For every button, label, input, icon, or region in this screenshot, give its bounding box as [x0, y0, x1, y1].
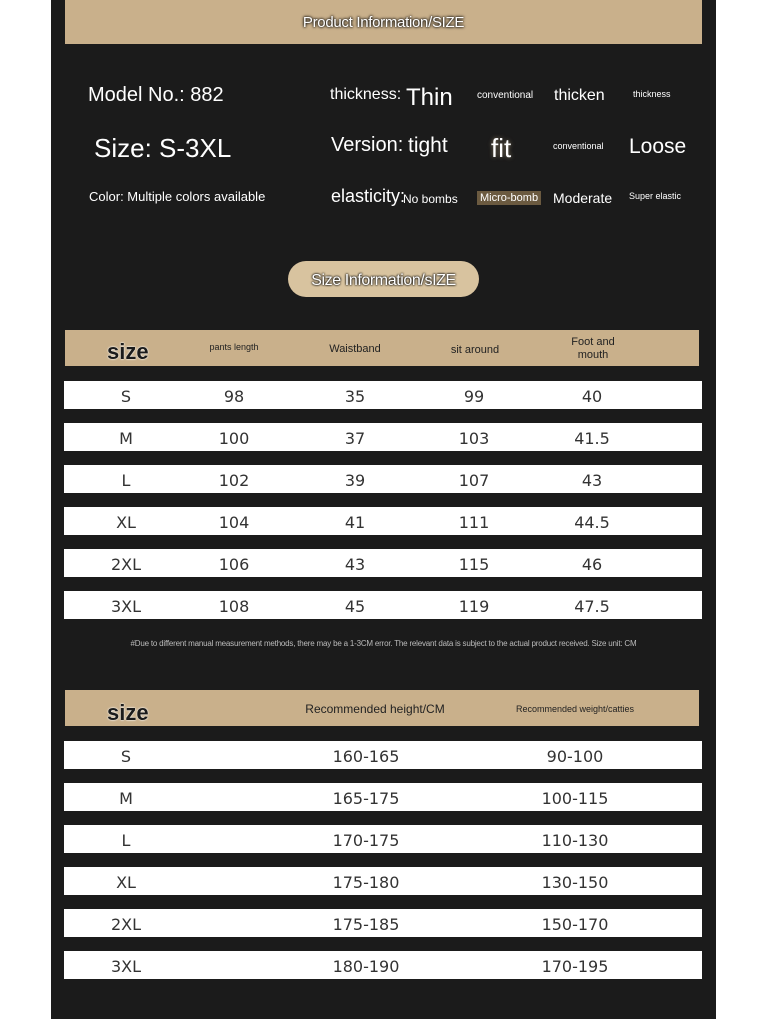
thickness-option-thin: Thin	[406, 84, 453, 111]
table-cell: 119	[458, 597, 490, 616]
table-cell: 104	[218, 513, 250, 532]
thickness-option-thicken: thicken	[554, 87, 605, 104]
table-cell: S	[120, 387, 132, 406]
size-range: Size: S-3XL	[94, 133, 232, 163]
size-column-header: size	[107, 700, 149, 725]
table-cell: 170-175	[332, 831, 400, 850]
page-title: Product Information/SIZE	[302, 14, 465, 31]
table-cell: 98	[223, 387, 245, 406]
table-cell: 175-185	[332, 915, 400, 934]
table-cell: 108	[218, 597, 250, 616]
table-cell: 35	[344, 387, 366, 406]
table-cell: 107	[458, 471, 490, 490]
elasticity-option-moderate: Moderate	[553, 190, 613, 206]
recommend-table-header	[65, 690, 699, 726]
version-option-loose: Loose	[629, 135, 687, 158]
elasticity-option-super-elastic: Super elastic	[629, 191, 682, 201]
product-panel	[51, 0, 716, 1019]
table-cell: 44.5	[574, 513, 610, 532]
size-info-title: Size Information/sIZE	[311, 272, 456, 289]
measurement-note: #Due to different manual measurement methods, there may be a 1-3CM error. The relevant data is subject to the actual product received. Size unit: CM	[130, 639, 637, 648]
table-cell: 40	[581, 387, 603, 406]
pants-length-header: pants length	[209, 342, 259, 352]
sit-around-header: sit around	[450, 344, 500, 356]
table-cell: 2XL	[110, 915, 142, 934]
table-cell: 111	[458, 513, 490, 532]
table-row	[64, 867, 702, 895]
table-cell: 165-175	[332, 789, 400, 808]
table-cell: 39	[344, 471, 366, 490]
table-row	[64, 741, 702, 769]
table-cell: 90-100	[546, 747, 604, 766]
version-option-conventional: conventional	[553, 141, 604, 151]
table-row	[64, 909, 702, 937]
table-cell: 130-150	[541, 873, 609, 892]
thickness-option-conventional: conventional	[477, 90, 534, 101]
table-cell: 41	[344, 513, 366, 532]
table-cell: 3XL	[110, 957, 142, 976]
color-info: Color: Multiple colors available	[89, 189, 266, 204]
foot-mouth-header: Foot and mouth	[571, 336, 615, 361]
table-row	[64, 507, 702, 535]
table-cell: S	[120, 747, 132, 766]
size-column-header: size	[107, 339, 149, 364]
table-cell: 45	[344, 597, 366, 616]
table-cell: 99	[463, 387, 485, 406]
version-option-fit: fit	[491, 133, 512, 163]
table-row	[64, 465, 702, 493]
table-cell: 180-190	[332, 957, 400, 976]
table-row	[64, 381, 702, 409]
table-cell: 106	[218, 555, 250, 574]
table-row	[64, 591, 702, 619]
table-cell: 47.5	[574, 597, 610, 616]
table-cell: L	[121, 471, 131, 490]
table-row	[64, 549, 702, 577]
table-cell: L	[121, 831, 131, 850]
elasticity-option-micro-bomb: Micro-bomb	[477, 191, 541, 205]
table-row	[64, 783, 702, 811]
table-cell: 150-170	[541, 915, 609, 934]
table-cell: 100-115	[541, 789, 609, 808]
table-cell: 3XL	[110, 597, 142, 616]
table-cell: 103	[458, 429, 490, 448]
table-cell: 100	[218, 429, 250, 448]
recommended-weight-header: Recommended weight/catties	[515, 704, 635, 714]
table-cell: M	[119, 789, 133, 808]
table-cell: 41.5	[574, 429, 610, 448]
thickness-label: thickness:	[330, 86, 402, 103]
model-number: Model No.: 882	[88, 84, 224, 106]
elasticity-label: elasticity:	[331, 186, 406, 206]
table-cell: XL	[116, 873, 136, 892]
table-cell: XL	[116, 513, 136, 532]
table-cell: 2XL	[110, 555, 142, 574]
table-cell: 43	[344, 555, 366, 574]
table-cell: 46	[581, 555, 603, 574]
table-cell: 175-180	[332, 873, 400, 892]
version-label: Version:	[331, 134, 404, 156]
header-bar	[65, 0, 702, 44]
table-cell: 43	[581, 471, 603, 490]
recommended-height-header: Recommended height/CM	[305, 702, 445, 716]
table-row	[64, 825, 702, 853]
thickness-option-thickness: thickness	[633, 89, 671, 99]
waistband-header: Waistband	[329, 343, 381, 355]
table-row	[64, 423, 702, 451]
table-cell: 110-130	[541, 831, 609, 850]
size-table-header	[65, 330, 699, 366]
table-row	[64, 951, 702, 979]
table-cell: 170-195	[541, 957, 609, 976]
table-cell: 37	[344, 429, 366, 448]
version-option-tight: tight	[408, 134, 448, 157]
table-cell: 115	[458, 555, 490, 574]
table-cell: M	[119, 429, 133, 448]
table-cell: 102	[218, 471, 250, 490]
elasticity-option-no-bombs: No bombs	[403, 192, 458, 206]
size-info-pill	[288, 261, 479, 297]
table-cell: 160-165	[332, 747, 400, 766]
